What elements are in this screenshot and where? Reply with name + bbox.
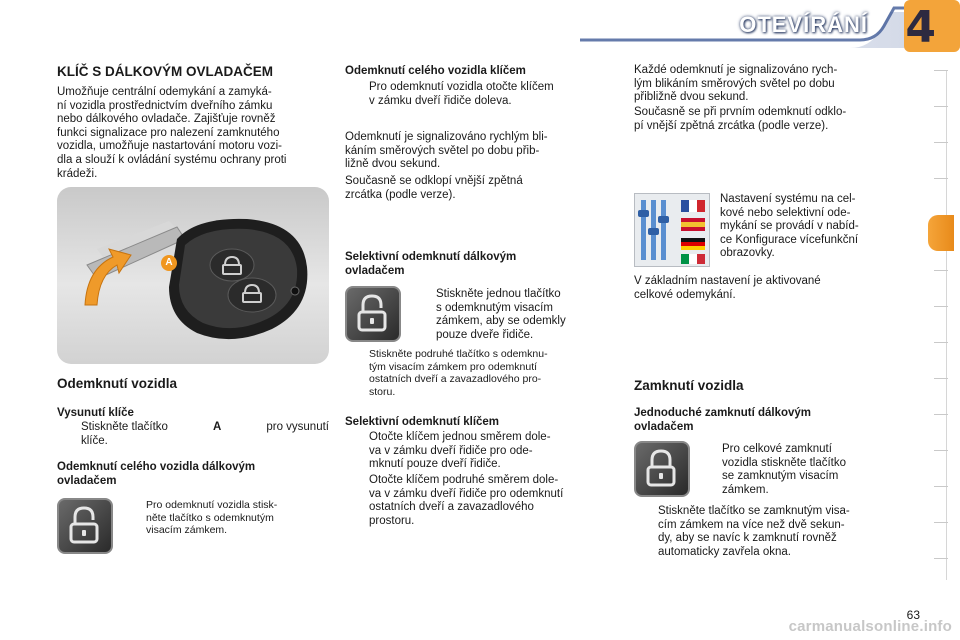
text-line: mknutí pouze dveří řidiče. (369, 458, 501, 471)
unlock-padlock-icon (347, 288, 399, 340)
text-line: dla a slouží k ovládání systému ochrany proti (57, 153, 287, 166)
text-line: obrazovky. (720, 247, 775, 260)
text-line: ovladačem (634, 421, 694, 433)
text-line: Současně se odklopí vnější zpětná (345, 175, 523, 187)
remote-unlock-bullet (122, 499, 329, 537)
side-tab-active (928, 215, 954, 251)
text-line: kové nebo selektivní ode- (720, 206, 851, 219)
side-tab (934, 450, 948, 451)
text-line: se zamknutým visacím (722, 470, 839, 483)
watermark: carmanualsonline.info (788, 618, 952, 635)
mirrors-paragraph (345, 175, 615, 202)
text-line: Pro odemknutí vozidla otočte klíčem (369, 81, 554, 93)
side-tab-line (946, 70, 947, 580)
text-line: ližně dvou sekund. (345, 158, 441, 171)
text-line: něte tlačítko s odemknutým (146, 511, 274, 524)
text-line: káním směrových světel po dobu přib- (345, 144, 540, 157)
text-line: mykání se provádí v nabíd- (720, 220, 859, 233)
simple-lock-subtitle (634, 406, 910, 434)
page-number: 63 (906, 608, 920, 622)
side-tab (934, 414, 948, 415)
text-line: ovladačem (57, 475, 117, 487)
lock-padlock-icon (634, 441, 690, 497)
settings-paragraph (696, 193, 910, 261)
selective-remote-bullet-1 (412, 288, 615, 342)
side-tab (934, 342, 948, 343)
text-line: vozidla, umožňuje nastartování motoru vozi- (57, 140, 282, 153)
chapter-header (520, 0, 960, 52)
unlock-padlock-icon (59, 500, 111, 552)
text-line: ní vozidla prostřednictvím dveřního zámku (57, 99, 273, 112)
unlock-signal-paragraph (345, 131, 615, 172)
text-fragment: pro vysunutí (266, 421, 329, 433)
text-line: Stiskněte jednou tlačítko (436, 288, 561, 300)
lock-padlock-icon (636, 443, 688, 495)
text-line: vozidla stiskněte tlačítko (722, 456, 847, 469)
unlock-signal-paragraph (634, 64, 910, 105)
side-tab (934, 70, 948, 71)
text-line: přibližně dvou sekund. (634, 91, 749, 104)
side-tab (934, 558, 948, 559)
text-line: visacím zámkem. (146, 524, 228, 536)
text-line: nebo dálkového ovladače. Zajišťuje rovněž (57, 113, 276, 126)
text-line: zrcátka (podle verze). (345, 188, 456, 201)
side-tab (934, 306, 948, 307)
text-line: zámkem. (722, 483, 769, 496)
text-line: krádeži. (57, 167, 98, 180)
text-line: v zámku dveří řidiče doleva. (369, 94, 512, 107)
text-line: storu. (369, 385, 396, 398)
text-line: cím zámkem na více než dvě sekun- (658, 518, 845, 531)
text-line: Odemknutí je signalizováno rychlým bli- (345, 131, 548, 143)
side-tab (934, 178, 948, 179)
key-unlock-subtitle: Odemknutí celého vozidla klíčem (345, 65, 526, 77)
text-line (81, 421, 329, 435)
text-line: Umožňuje centrální odemykání a zamyká- (57, 86, 272, 98)
key-fob-image (57, 187, 329, 364)
text-line: tým visacím zámkem pro odemknutí (369, 360, 538, 373)
unlock-padlock-icon (57, 498, 113, 554)
simple-lock-bullet-2 (634, 505, 910, 559)
text-line: Selektivní odemknutí dálkovým (345, 251, 517, 263)
text-fragment: Stiskněte tlačítko (81, 421, 168, 433)
text-line: va v zámku dveří řidiče pro ode- (369, 444, 533, 457)
text-line: Stiskněte podruhé tlačítko s odemknu- (369, 348, 548, 360)
chapter-title: OTEVÍRÁNÍ (739, 12, 868, 37)
default-setting-paragraph (634, 275, 910, 302)
text-line: funkci signalizace pro nalezení zamknutého (57, 126, 280, 139)
chapter-side-tabs (928, 70, 948, 580)
text-line: s odemknutým visacím (436, 301, 553, 314)
text-line: lým blikáním směrových světel po dobu (634, 77, 835, 90)
chapter-number: 4 (905, 2, 936, 53)
side-tab (934, 106, 948, 107)
key-eject-bullet (57, 421, 329, 448)
selective-remote-subtitle (345, 250, 615, 278)
selective-key-bullet-1 (345, 431, 615, 472)
key-unlock-bullet (345, 81, 615, 108)
text-line: prostoru. (369, 514, 415, 527)
selective-remote-bullet-2 (345, 348, 615, 398)
text-line: Otočte klíčem podruhé směrem dole- (369, 474, 559, 486)
text-line: Nastavení systému na cel- (720, 193, 856, 205)
key-remote-heading: KLÍČ S DÁLKOVÝM OVLADAČEM (57, 64, 273, 79)
side-tab (934, 142, 948, 143)
text-line: ovladačem (345, 265, 405, 277)
unlock-section-title: Odemknutí vozidla (57, 376, 178, 391)
text-line: ce Konfigurace vícefunkční (720, 233, 859, 246)
text-line: ostatních dveří a zavazadlového (369, 501, 534, 514)
text-line: celkové odemykání. (634, 288, 736, 301)
text-line: automaticky zavřela okna. (658, 545, 791, 558)
text-line: zámkem, aby se odemkly (436, 315, 566, 328)
remote-unlock-subtitle (57, 460, 329, 488)
key-intro-paragraph (57, 86, 329, 181)
text-line: Otočte klíčem jednou směrem dole- (369, 431, 551, 443)
lock-section-title: Zamknutí vozidla (634, 378, 744, 393)
selective-key-subtitle: Selektivní odemknutí klíčem (345, 416, 500, 428)
key-eject-subtitle: Vysunutí klíče (57, 407, 134, 419)
side-tab (934, 486, 948, 487)
text-line: V základním nastavení je aktivované (634, 275, 821, 287)
text-line: ostatních dveří a zavazadlového pro- (369, 373, 542, 385)
text-line: Každé odemknutí je signalizováno rych- (634, 64, 838, 76)
button-a-label: A (161, 255, 177, 271)
key-fob-illustration (57, 187, 329, 364)
text-line: Současně se při prvním odemknutí odklo- (634, 106, 847, 118)
side-tab (934, 522, 948, 523)
text-line: Jednoduché zamknutí dálkovým (634, 407, 812, 419)
unlock-padlock-icon (345, 286, 401, 342)
text-line: Pro celkové zamknutí (722, 443, 832, 455)
text-line: pí vnější zpětná zrcátka (podle verze). (634, 119, 829, 132)
simple-lock-bullet-1 (698, 443, 910, 497)
side-tab (934, 270, 948, 271)
mirrors-paragraph (634, 106, 910, 133)
selective-key-bullet-2 (345, 474, 615, 528)
text-line: pouze dveře řidiče. (436, 328, 534, 341)
text-line: Odemknutí celého vozidla dálkovým (57, 461, 256, 473)
text-line: Stiskněte tlačítko se zamknutým visa- (658, 505, 850, 517)
text-line: Pro odemknutí vozidla stisk- (146, 499, 278, 511)
text-line: va v zámku dveří řidiče pro odemknutí (369, 487, 564, 500)
button-a-reference: A (212, 421, 222, 433)
text-line: dy, aby se navíc k zamknutí rovněž (658, 532, 837, 545)
text-line: klíče. (81, 434, 108, 447)
side-tab (934, 378, 948, 379)
